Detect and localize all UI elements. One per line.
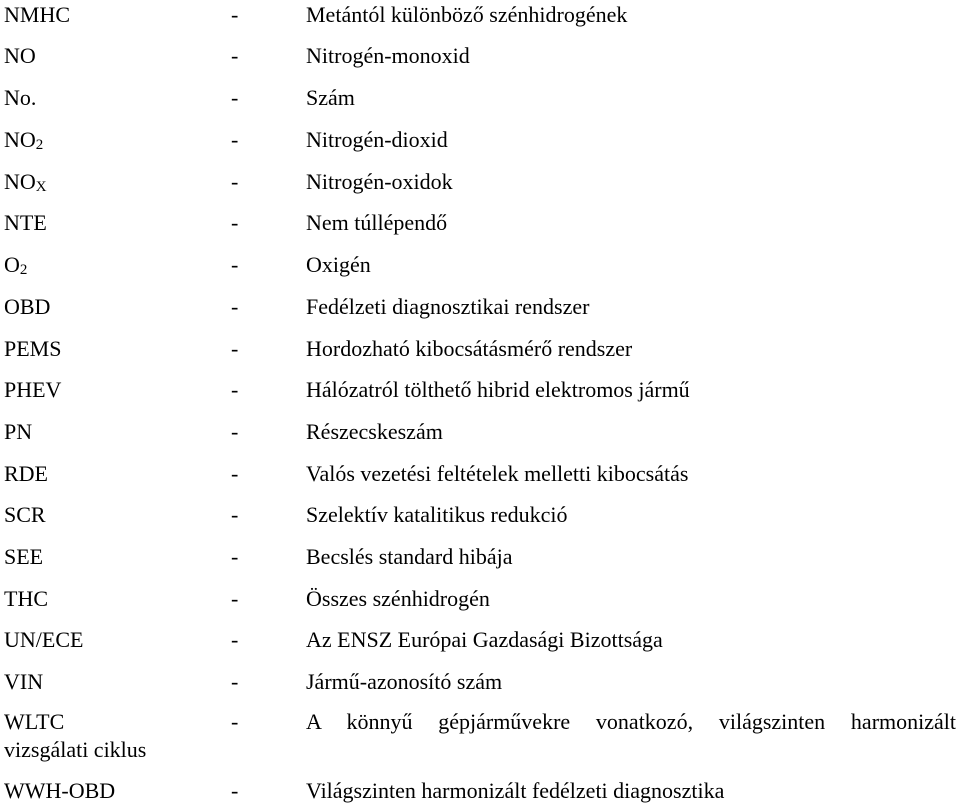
- definition-number: Szám: [306, 85, 355, 110]
- separator-dash: -: [231, 669, 239, 694]
- separator-dash: -: [231, 336, 239, 361]
- definition-scr: Szelektív katalitikus redukció: [306, 502, 568, 527]
- definition-pems: Hordozható kibocsátásmérő rendszer: [306, 336, 633, 361]
- term-number: No.: [4, 85, 37, 110]
- term-nmhc: NMHC: [4, 2, 71, 27]
- glossary-row-pn: [0, 417, 960, 447]
- definition-pn: Részecskeszám: [306, 419, 443, 444]
- glossary-row-vin: [0, 667, 960, 697]
- separator-dash: -: [231, 210, 239, 235]
- separator-dash: -: [231, 377, 239, 402]
- definition-vin: Jármű-azonosító szám: [306, 669, 503, 694]
- definition-nte: Nem túllépendő: [306, 210, 448, 235]
- glossary-row-nte: [0, 208, 960, 238]
- separator-dash: -: [231, 461, 239, 486]
- term-pems: PEMS: [4, 336, 62, 361]
- definition-thc: Összes szénhidrogén: [306, 586, 490, 611]
- glossary-row-see: [0, 542, 960, 572]
- glossary-row-obd: [0, 292, 960, 322]
- term-un-ece: UN/ECE: [4, 627, 84, 652]
- term-obd: OBD: [4, 294, 51, 319]
- definition-o2: Oxigén: [306, 252, 371, 277]
- separator-dash: -: [231, 127, 239, 152]
- glossary-row-scr: [0, 500, 960, 530]
- term-subscript: 2: [19, 262, 28, 278]
- glossary-row-thc: [0, 584, 960, 614]
- separator-dash: -: [231, 586, 239, 611]
- definition-no: Nitrogén-monoxid: [306, 43, 470, 68]
- term-o2: $O_2$: [4, 252, 28, 278]
- glossary-row-no2: [0, 125, 960, 155]
- definition-see: Becslés standard hibája: [306, 544, 513, 569]
- definition-nmhc: Metántól különböző szénhidrogének: [306, 2, 628, 27]
- glossary-row-nox: [0, 167, 960, 197]
- term-wwh-obd: WWH-OBD: [4, 778, 116, 803]
- glossary-row-no: [0, 41, 960, 71]
- term-nte: NTE: [4, 210, 47, 235]
- glossary-row-rde: [0, 459, 960, 489]
- glossary-row-un-ece: [0, 625, 960, 655]
- term-see: SEE: [4, 544, 44, 569]
- separator-dash: -: [231, 544, 239, 569]
- glossary-row-wltc: [0, 707, 960, 765]
- term-thc: THC: [4, 586, 48, 611]
- definition-nox: Nitrogén-oxidok: [306, 169, 453, 194]
- definition-wltc: A könnyű gépjárművekre vonatkozó, világszinten harmonizált: [306, 709, 956, 734]
- glossary-row-phev: [0, 375, 960, 405]
- separator-dash: -: [231, 419, 239, 444]
- definition-rde: Valós vezetési feltételek melletti kibocsátás: [306, 461, 689, 486]
- separator-dash: -: [231, 252, 239, 277]
- glossary-row-pems: [0, 334, 960, 364]
- term-scr: SCR: [4, 502, 46, 527]
- term-phev: PHEV: [4, 377, 62, 402]
- term-rde: RDE: [4, 461, 48, 486]
- term-no2: $NO_2$: [4, 127, 44, 153]
- glossary-row-wwh-obd: [0, 776, 960, 806]
- term-subscript: X: [35, 179, 47, 195]
- term-wltc-continuation: vizsgálati ciklus: [4, 737, 147, 762]
- separator-dash: -: [231, 709, 239, 734]
- term-nox: $NO_X$: [4, 169, 47, 195]
- separator-dash: -: [231, 85, 239, 110]
- separator-dash: -: [231, 502, 239, 527]
- definition-wwh-obd: Világszinten harmonizált fedélzeti diagnosztika: [306, 778, 725, 803]
- term-pn: PN: [4, 419, 33, 444]
- separator-dash: -: [231, 169, 239, 194]
- separator-dash: -: [231, 778, 239, 803]
- glossary-row-nmhc: [0, 0, 960, 30]
- definition-no2: Nitrogén-dioxid: [306, 127, 448, 152]
- definition-un-ece: Az ENSZ Európai Gazdasági Bizottsága: [306, 627, 663, 652]
- glossary-row-number: [0, 83, 960, 113]
- glossary-row-o2: [0, 250, 960, 280]
- term-vin: VIN: [4, 669, 44, 694]
- separator-dash: -: [231, 294, 239, 319]
- term-no: NO: [4, 43, 36, 68]
- separator-dash: -: [231, 43, 239, 68]
- separator-dash: -: [231, 627, 239, 652]
- term-wltc: WLTC: [4, 709, 65, 734]
- term-subscript: 2: [35, 137, 44, 153]
- definition-obd: Fedélzeti diagnosztikai rendszer: [306, 294, 590, 319]
- separator-dash: -: [231, 2, 239, 27]
- definition-phev: Hálózatról tölthető hibrid elektromos jármű: [306, 377, 690, 402]
